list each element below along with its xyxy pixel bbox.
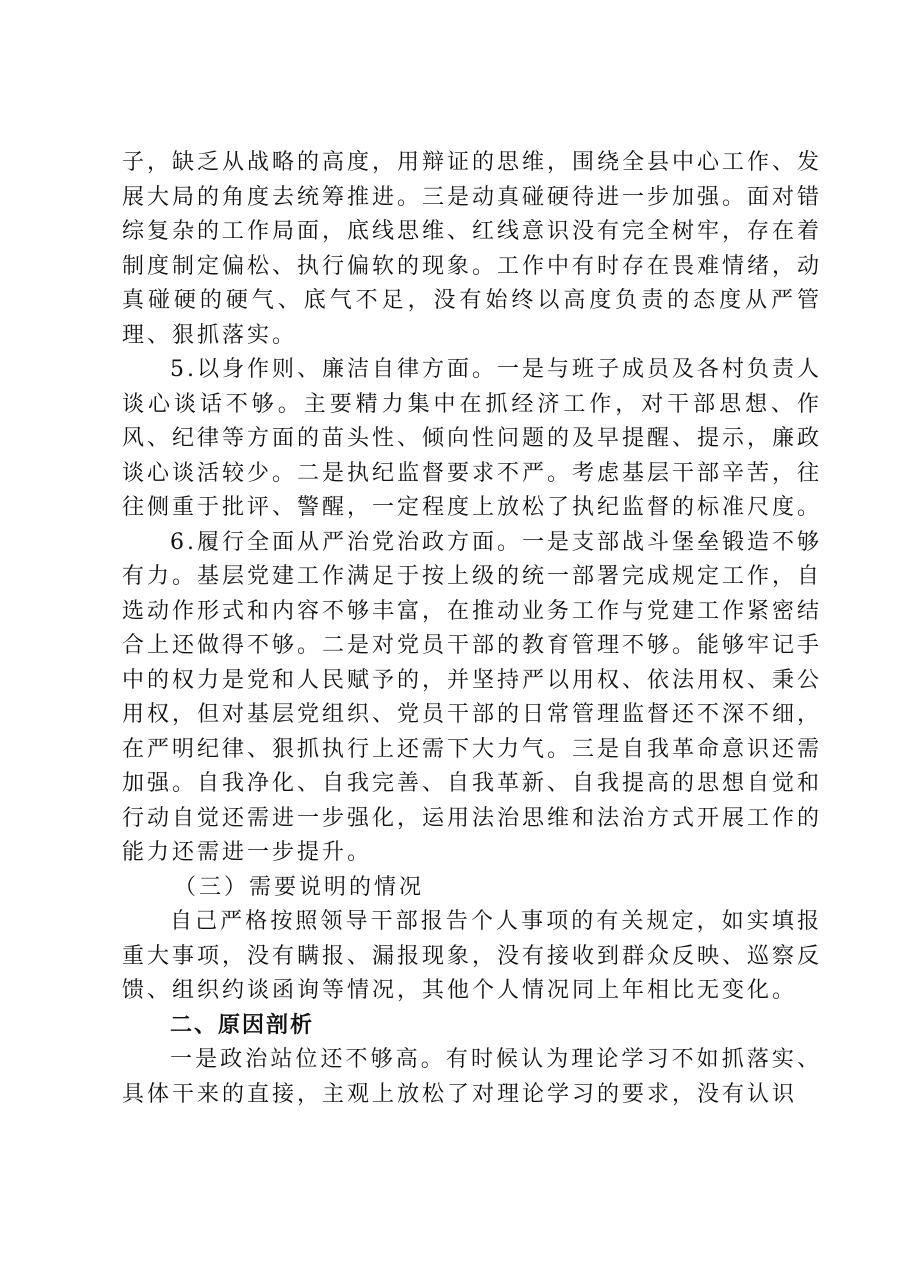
paragraph-explanation: 自己严格按照领导干部报告个人事项的有关规定，如实填报重大事项，没有瞒报、漏报现象，没有接收到群众反映、巡察反馈、组织约谈函询等情况，其他个人情况同上年相比无变化。 <box>122 909 823 1003</box>
section-heading: 二、原因剖析 <box>170 1012 315 1038</box>
paragraph-continuation: 子，缺乏从战略的高度，用辩证的思维，围绕全县中心工作、发展大局的角度去统筹推进。三是动真碰硬待进一步加强。面对错综复杂的工作局面，底线思维、红线意识没有完全树牢，存在着制度制定偏松、执行偏软的现象。工作中有时存在畏难情绪，动真碰硬的硬气、底气不足，没有始终以高度负责的态度从严管理、狠抓落实。 <box>122 150 823 348</box>
paragraph-item-6: 6.履行全面从严治党治政方面。一是支部战斗堡垒锻造不够有力。基层党建工作满足于按上级的统一部署完成规定工作，自选动作形式和内容不够丰富，在推动业务工作与党建工作紧密结合上还做得不够。二是对党员干部的教育管理不够。能够牢记手中的权力是党和人民赋予的，并坚持严以用权、依法用权、秉公用权，但对基层党组织、党员干部的日常管理监督还不深不细，在严明纪律、狠抓执行上还需下大力气。三是自我革命意识还需加强。自我净化、自我完善、自我革新、自我提高的思想自觉和行动自觉还需进一步强化，运用法治思维和法治方式开展工作的能力还需进一步提升。 <box>122 529 823 865</box>
paragraph-item-5: 5.以身作则、廉洁自律方面。一是与班子成员及各村负责人谈心谈话不够。主要精力集中在抓经济工作，对干部思想、作风、纪律等方面的苗头性、倾向性问题的及早提醒、提示，廉政谈心谈活较少。二是执纪监督要求不严。考虑基层干部辛苦，往往侧重于批评、警醒，一定程度上放松了执纪监督的标准尺度。 <box>122 357 823 520</box>
document-body <box>122 146 822 1112</box>
section-subheading: （三）需要说明的情况 <box>174 874 425 900</box>
paragraph-cause-analysis: 一是政治站位还不够高。有时候认为理论学习不如抓落实、具体干来的直接，主观上放松了对理论学习的要求，没有认识 <box>122 1047 822 1107</box>
